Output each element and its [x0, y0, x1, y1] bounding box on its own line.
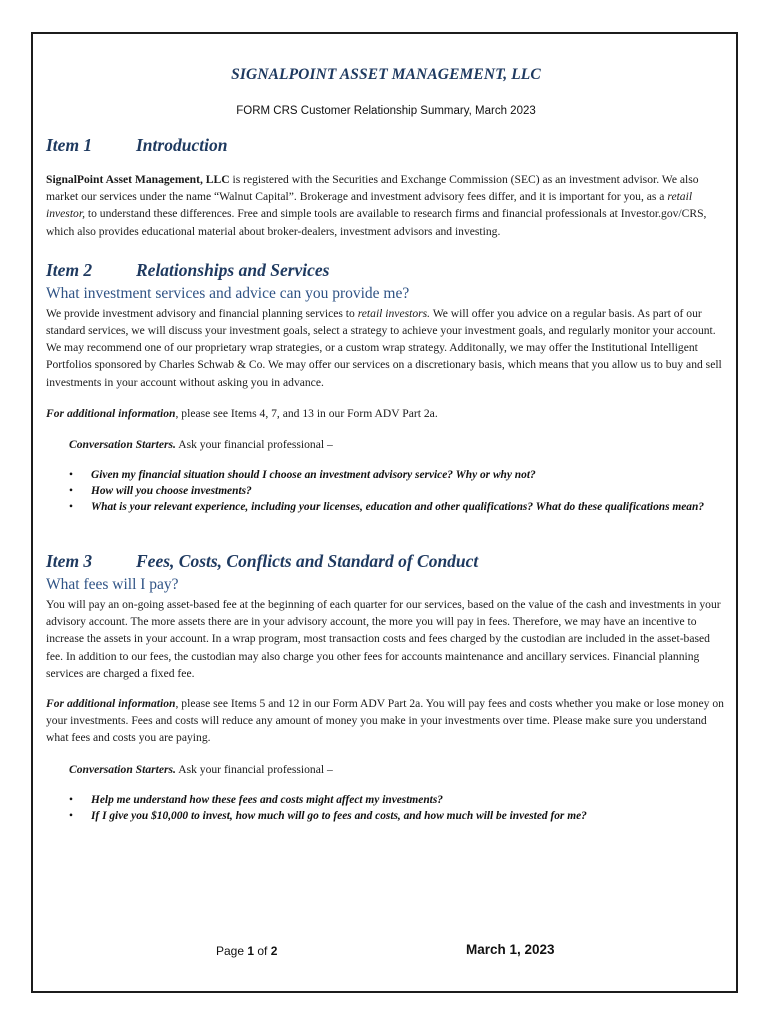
item-2-paragraph [46, 305, 726, 391]
item-1-text-b: to understand these differences. Free and simple tools are available to research firms and financial professionals at Investor.gov/CRS, which also provides educational material about broker-dealers, investment advisors and investing. [46, 207, 707, 238]
item-2-additional-info [46, 405, 726, 422]
bullet-icon: • [69, 793, 73, 806]
item-1-heading [46, 135, 726, 156]
item-3-info-text: , please see Items 5 and 12 in our Form ADV Part 2a. You will pay fees and costs whether you make or lose money on your investments. Fees and costs will reduce any amount of money you make in your investments over time. Please make sure you understand what fees and costs you are paying. [46, 697, 724, 745]
page-of: of [254, 944, 271, 958]
item-2-title: Relationships and Services [136, 259, 330, 280]
firm-title: SIGNALPOINT ASSET MANAGEMENT, LLC [231, 66, 541, 83]
item-2-conversation-starters [69, 436, 726, 453]
firm-name: SignalPoint Asset Management, LLC [46, 173, 230, 186]
item-2-text-b: We will offer you advice on a regular basis. As part of our standard services, we will discuss your investment goals, select a strategy to achieve your investment goals, and regularly monitor your account. We may recommend one of our proprietary wrap strategies, or a custom wrap strategy. Additonally, we may offer the Institutional Intelligent Portfolios sponsored by Charles Schwab & Co. We may offer our services on a discretionary basis, which means that you allow us to buy and sell investments in your account without asking you in advance. [46, 306, 722, 389]
item-3-conv-label: Conversation Starters. [69, 762, 176, 776]
item-3-conversation-starters [69, 761, 726, 778]
list-item-text: If I give you $10,000 to invest, how much will go to fees and costs, and how much will be invested for me? [91, 809, 587, 822]
list-item [69, 483, 726, 499]
bullet-icon: • [69, 469, 73, 482]
item-3-additional-info [46, 695, 726, 747]
bullet-icon: • [69, 501, 73, 514]
item-2-conv-label: Conversation Starters. [69, 438, 176, 452]
item-2-number: Item 2 [46, 259, 93, 280]
list-item [69, 499, 726, 515]
item-3-heading [46, 551, 726, 572]
item-2-retail-investors: retail investors. [357, 306, 431, 320]
item-3-conv-text: Ask your financial professional – [175, 762, 333, 776]
bullet-icon: • [69, 809, 73, 822]
list-item [69, 792, 726, 808]
item-1-text-a: is registered with the Securities and Exchange Commission (SEC) as an investment advisor. We also market our services under the name “Walnut Capital”. Brokerage and investment advisory fees differ, and it is important for you, as a [46, 173, 699, 204]
item-3-title: Fees, Costs, Conflicts and Standard of Conduct [136, 551, 479, 572]
item-2-heading [46, 260, 726, 281]
item-3-question-list [46, 792, 726, 824]
list-item-text: Help me understand how these fees and costs might affect my investments? [91, 793, 443, 806]
item-1-title: Introduction [136, 135, 228, 155]
item-3-paragraph: You will pay an on-going asset-based fee at the beginning of each quarter for our services, based on the value of the cash and investments in your advisory account. The more assets there are in your advisory account, the more you will pay in fees. Therefore, we may have an incentive to increase the assets in your account. In a wrap program, most transaction costs and fees charged by the custodian are included in the asset-based fee. In addition to our fees, the custodian may also charge you other fees for accounts maintenance and ancillary services. Financial planning services are charged a fixed fee. [46, 598, 721, 680]
item-2-question-list [46, 467, 726, 515]
item-1-retail-investor: retail investor, [46, 190, 693, 221]
item-2-info-text: , please see Items 4, 7, and 13 in our Form ADV Part 2a. [175, 406, 438, 420]
item-2-info-label: For additional information [46, 406, 176, 420]
item-1-paragraph [46, 171, 726, 240]
page-total: 2 [270, 944, 278, 958]
document-body [46, 62, 726, 824]
item-3-question: What fees will I pay? [46, 576, 179, 594]
list-item-text: What is your relevant experience, including your licenses, education and other qualifications? What do these qualifications mean? [91, 501, 705, 514]
item-3-number: Item 3 [46, 551, 93, 572]
page-footer [0, 944, 770, 964]
item-3-info-label: For additional information [46, 697, 176, 711]
list-item [69, 808, 726, 824]
list-item-text: How will you choose investments? [91, 485, 252, 498]
form-subtitle: FORM CRS Customer Relationship Summary, March 2023 [236, 105, 536, 117]
item-1-number: Item 1 [46, 135, 93, 155]
item-2-text-a: We provide investment advisory and financial planning services to [46, 306, 358, 320]
list-item-text: Given my financial situation should I choose an investment advisory service? Why or why not? [91, 469, 536, 482]
page-current: 1 [247, 944, 255, 958]
item-2-conv-text: Ask your financial professional – [175, 438, 333, 452]
item-2-question: What investment services and advice can you provide me? [46, 284, 410, 302]
page-word: Page [216, 944, 248, 958]
bullet-icon: • [69, 485, 73, 498]
footer-date: March 1, 2023 [466, 942, 555, 957]
list-item [69, 467, 726, 483]
page-number [216, 944, 277, 958]
